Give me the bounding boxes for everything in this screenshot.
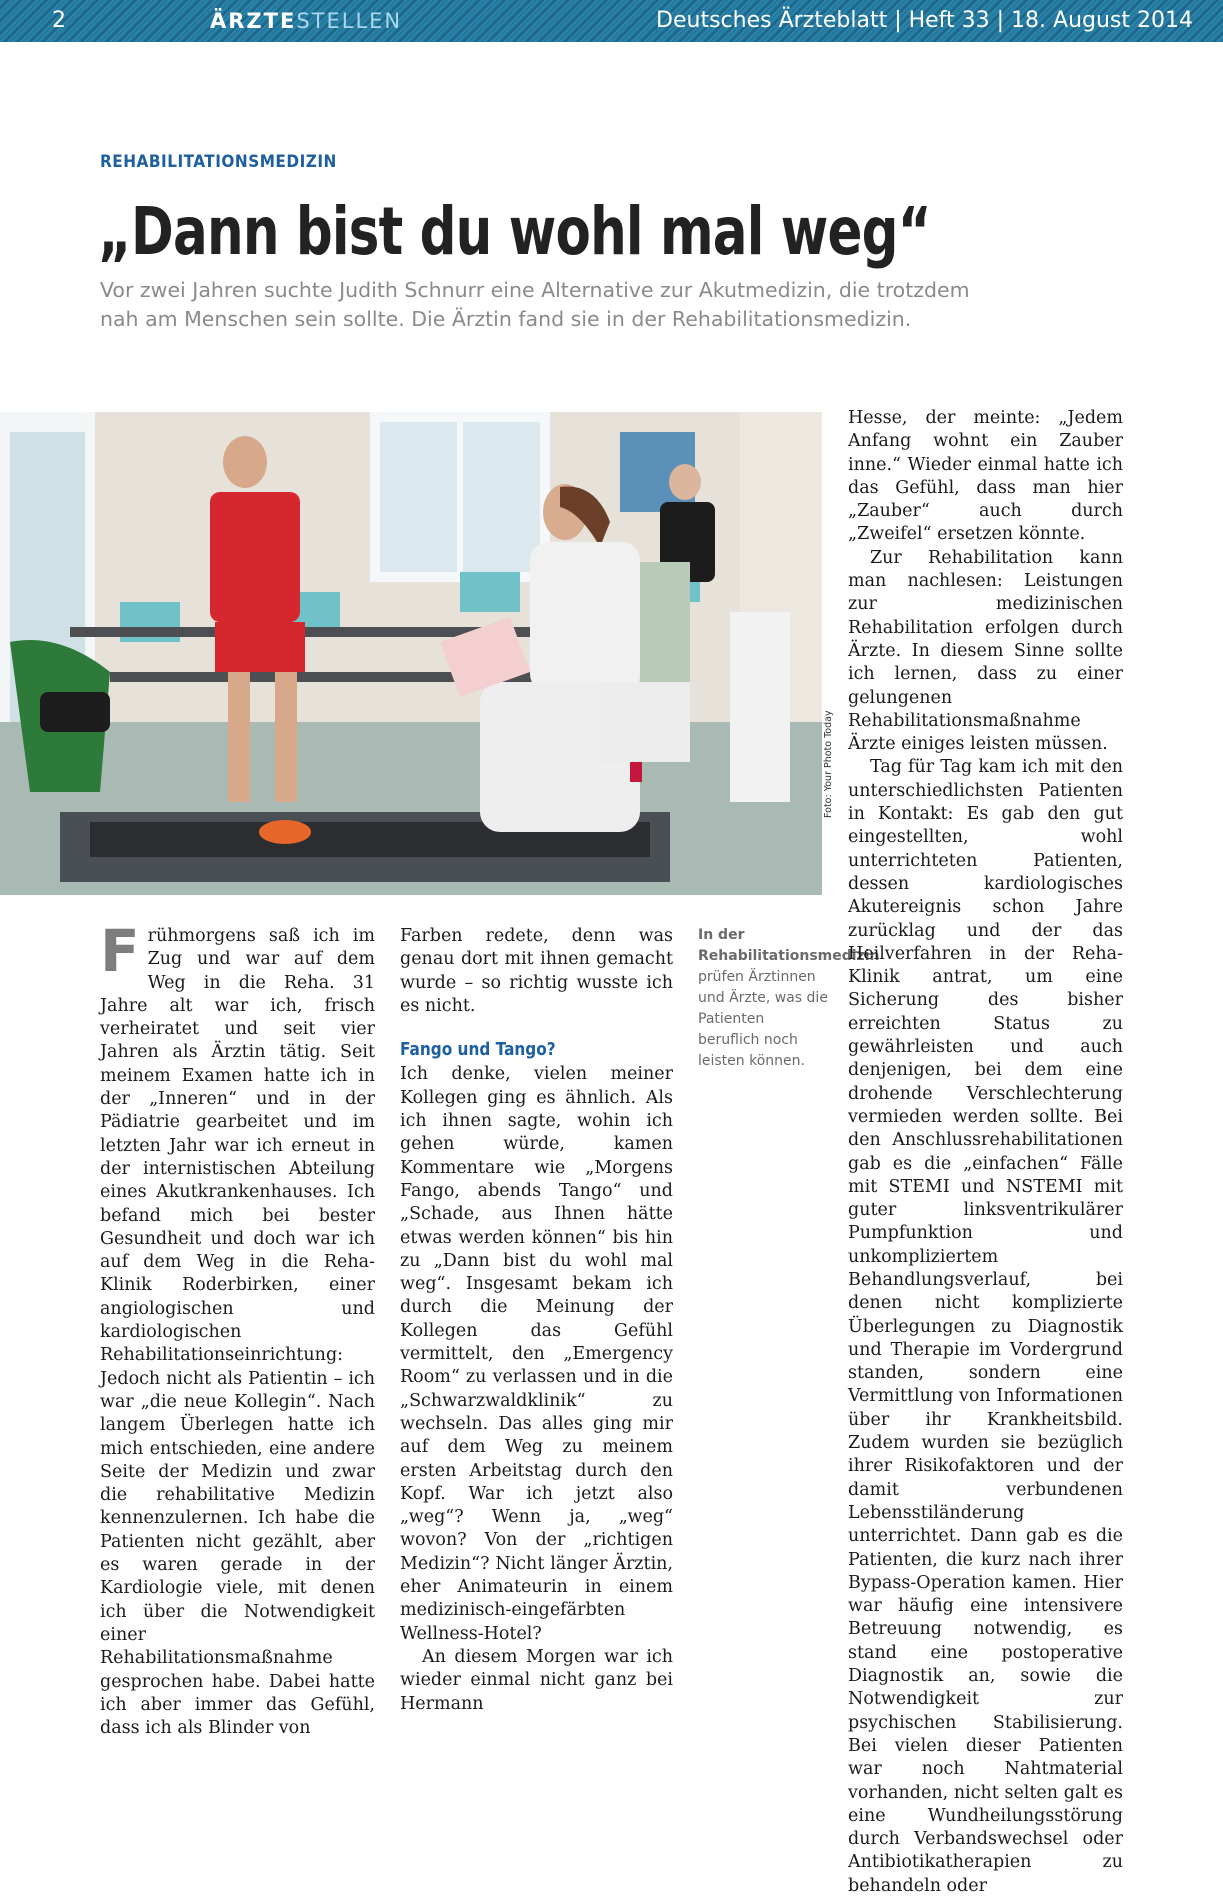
column1-paragraph: rühmorgens saß ich im Zug und war auf dem Weg in die Reha. 31 Jahre alt war ich, frisch verheiratet und seit vier Jahren als Ärztin tätig. Seit meinem Examen hatte ich in der „Inneren“ und in der Pädiatrie gearbeitet und im letzten Jahr war ich erneut in der internistischen Abteilung eines Akutkrankenhauses. Ich befand mich bei bester Gesundheit und doch war ich auf dem Weg in die Reha-Klinik Roderbirken, einer angiologischen und kardiologischen Rehabilitationseinrichtung: Jedoch nicht als Patientin – ich war „die neue Kollegin“. Nach langem Überlegen hatte ich mich entschieden, eine andere Seite der Medizin und zwar die rehabilitative Medizin kennenzulernen. Ich habe die Patienten nicht gezählt, aber es waren gerade in der Kardiologie viele, mit denen ich über die Notwendigkeit einer Rehabilitationsmaßnahme gesprochen habe. Dabei hatte ich aber immer das Gefühl, dass ich als Blinder von <box>100 926 375 1739</box>
section-label: REHABILITATIONSMEDIZIN <box>100 152 337 172</box>
lede: Vor zwei Jahren suchte Judith Schnurr eine Alternative zur Akutmedizin, die trotzdem nah am Menschen sein sollte. Die Ärztin fand sie in der Rehabilitationsmedizin. <box>100 278 970 331</box>
brand-part1: ÄRZTE <box>210 9 297 33</box>
brand-part2: STELLEN <box>296 9 403 33</box>
column2-paragraph-3: An diesem Morgen war ich wieder einmal nicht ganz bei Hermann <box>400 1646 673 1714</box>
brand-logo <box>210 9 402 33</box>
column2-paragraph-2: Ich denke, vielen meiner Kollegen ging es ähnlich. Als ich ihnen sagte, wohin ich gehen würde, kamen Kommentare wie „Morgens Fango, abends Tango“ und „Schade, aus Ihnen hätte etwas werden können“ bis hin zu „Dann bist du wohl mal weg“. Insgesamt bekam ich durch die Meinung der Kollegen das Gefühl vermittelt, den „Emergency Room“ zu verlassen und in die „Schwarzwaldklinik“ zu wechseln. Das alles ging mir auf dem Weg zu meinem ersten Arbeitstag durch den Kopf. War ich jetzt also „weg“? Wenn ja, „weg“ wovon? Von der „richtigen Medizin“? Nicht länger Ärztin, eher Animateurin in einem medizinisch-eingefärbten Wellness-Hotel? <box>400 1064 673 1644</box>
column3-paragraph-2: Zur Rehabilitation kann man nachlesen: Leistungen zur medizinischen Rehabilitation erfolgen durch Ärzte. In diesem Sinne sollte ich lernen, dass zu einer gelungenen Rehabilitationsmaßnahme Ärzte einiges leisten müssen. <box>848 547 1123 755</box>
drop-cap: F <box>100 917 140 985</box>
caption-lead: In der Rehabilitationsmedizin <box>698 927 880 964</box>
article-photo <box>0 412 822 895</box>
journal-info: Deutsches Ärzteblatt | Heft 33 | 18. August 2014 <box>656 8 1193 33</box>
caption-text: prüfen Ärztinnen und Ärzte, was die Patienten beruflich noch leisten können. <box>698 969 828 1069</box>
column3-paragraph-1: Hesse, der meinte: „Jedem Anfang wohnt ein Zauber inne.“ Wieder einmal hatte ich das Gefühl, dass man hier „Zauber“ auch durch „Zweifel“ ersetzen könnte. <box>848 408 1123 545</box>
article-column-3 <box>848 407 1123 1898</box>
rehab-photo-illustration <box>0 412 822 895</box>
article-column-1 <box>100 917 375 1740</box>
column2-paragraph-1: Farben redete, denn was genau dort mit ihnen gemacht wurde – so richtig wusste ich es nicht. <box>400 926 673 1016</box>
photo-caption <box>698 925 880 1072</box>
headline: „Dann bist du wohl mal weg“ <box>98 193 931 270</box>
page-header <box>0 0 1223 42</box>
photo-credit: Foto: Your Photo Today <box>823 710 834 818</box>
article-column-2 <box>400 925 673 1716</box>
subheading: Fango und Tango? <box>400 1039 556 1061</box>
column3-paragraph-3: Tag für Tag kam ich mit den unterschiedlichsten Patienten in Kontakt: Es gab den gut eingestellten, wohl unterrichteten Patienten, dessen kardiologisches Akutereignis schon Jahre zurücklag und der das Heilverfahren in der Reha-Klinik antrat, um eine Sicherung des bisher erreichten Status zu gewährleisten und auch denjenigen, bei dem eine drohende Verschlechterung vermieden werden sollte. Bei den Anschlussrehabilitationen gab es die „einfachen“ Fälle mit STEMI und NSTEMI mit guter linksventrikulärer Pumpfunktion und unkompliziertem Behandlungsverlauf, bei denen nicht komplizierte Überlegungen zu Diagnostik und Therapie im Vordergrund standen, sondern eine Vermittlung von Informationen über ihr Krankheitsbild. Zudem wurden sie bezüglich ihrer Risikofaktoren und der damit verbundenen Lebensstiländerung unterrichtet. Dann gab es die Patienten, die kurz nach ihrer Bypass-Operation kamen. Hier war häufig eine intensivere Betreuung notwendig, es stand eine postoperative Diagnostik an, sowie die Notwendigkeit zur psychischen Stabilisierung. Bei vielen dieser Patienten war noch Nahtmaterial vorhanden, nicht selten galt es eine Wundheilungsstörung durch Verbandswechsel oder Antibiotikatherapien zu behandeln oder <box>848 757 1123 1896</box>
page-number: 2 <box>52 8 66 33</box>
